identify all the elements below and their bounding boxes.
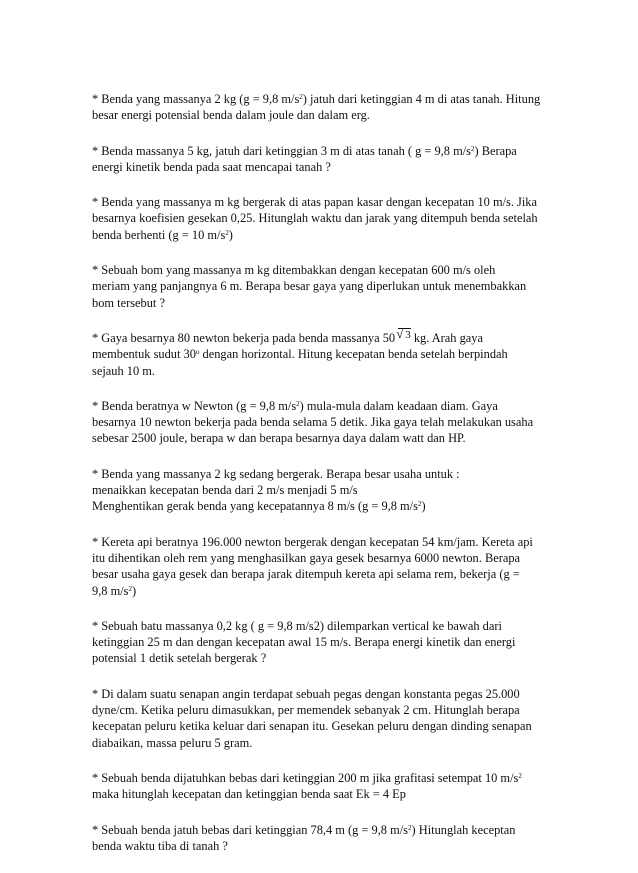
problem-line bbox=[92, 363, 562, 379]
line-text: ) Hitunglah keceptan bbox=[411, 822, 516, 837]
problem-line bbox=[92, 466, 562, 482]
line-text: ) bbox=[228, 227, 233, 242]
problem-line bbox=[92, 482, 562, 498]
superscript: 2 bbox=[296, 400, 300, 409]
problem-item bbox=[92, 194, 562, 243]
problem-line bbox=[92, 498, 562, 514]
problem-line bbox=[92, 702, 562, 718]
problem-line bbox=[92, 583, 562, 599]
line-text: ) Berapa bbox=[474, 143, 517, 158]
problem-line bbox=[92, 398, 562, 414]
problem-item bbox=[92, 398, 562, 447]
problem-item bbox=[92, 618, 562, 667]
line-text: * Benda yang massanya 2 kg sedang bergerak. Berapa besar usaha untuk : bbox=[92, 466, 460, 481]
problem-line bbox=[92, 227, 562, 243]
line-text: maka hitunglah kecepatan dan ketinggian benda saat Ek = 4 Ep bbox=[92, 787, 406, 802]
line-text: besar energi potensial benda dalam joule dan dalam erg. bbox=[92, 108, 370, 123]
line-text: meriam yang panjangnya 6 m. Berapa besar gaya yang diperlukan untuk menembakkan bbox=[92, 279, 527, 294]
problem-line bbox=[92, 107, 562, 123]
superscript: 2 bbox=[128, 584, 132, 593]
problem-line bbox=[92, 262, 562, 278]
line-text: * Benda massanya 5 kg, jatuh dari ketinggian 3 m di atas tanah ( g = 9,8 m/s bbox=[92, 143, 471, 158]
problem-line bbox=[92, 330, 562, 346]
superscript: 2 bbox=[299, 93, 303, 102]
line-text: * Gaya besarnya 80 newton bekerja pada benda massanya 50 bbox=[92, 330, 399, 345]
problem-line bbox=[92, 295, 562, 311]
line-text: ketinggian 25 m dan dengan kecepatan awal 15 m/s. Berapa energi kinetik dan energi bbox=[92, 635, 516, 650]
line-text: sejauh 10 m. bbox=[92, 363, 155, 378]
problem-line bbox=[92, 718, 562, 734]
line-text: benda berhenti (g = 10 m/s bbox=[92, 227, 226, 242]
problem-line bbox=[92, 534, 562, 550]
problem-line bbox=[92, 770, 562, 786]
line-text: bom tersebut ? bbox=[92, 295, 165, 310]
line-text: membentuk sudut 30 bbox=[92, 347, 196, 362]
line-text: * Sebuah benda jatuh bebas dari ketinggian 78,4 m (g = 9,8 m/s bbox=[92, 822, 409, 837]
line-text: * Benda yang massanya m kg bergerak di atas papan kasar dengan kecepatan 10 m/s. Jika bbox=[92, 195, 537, 210]
line-text: dyne/cm. Ketika peluru dimasukkan, per memendek sebanyak 2 cm. Hitunglah berapa bbox=[92, 703, 520, 718]
problem-item bbox=[92, 534, 562, 599]
line-text: dengan horizontal. Hitung kecepatan benda setelah berpindah bbox=[199, 347, 508, 362]
problem-line bbox=[92, 786, 562, 802]
problem-line bbox=[92, 566, 562, 582]
problem-item bbox=[92, 770, 562, 803]
problem-line bbox=[92, 650, 562, 666]
superscript: 2 bbox=[417, 500, 422, 509]
line-text: energi kinetik benda pada saat mencapai tanah ? bbox=[92, 159, 331, 174]
problem-line bbox=[92, 618, 562, 634]
square-root-symbol: √ 3 bbox=[398, 328, 411, 342]
problem-line bbox=[92, 838, 562, 854]
line-text: itu dihentikan oleh rem yang menghasilkan gaya gesek besarnya 6000 newton. Berapa bbox=[92, 550, 521, 565]
problem-item bbox=[92, 686, 562, 751]
superscript: 2 bbox=[225, 228, 229, 237]
problem-line bbox=[92, 735, 562, 751]
line-text: 9,8 m/s bbox=[92, 583, 129, 598]
line-text: * Kereta api beratnya 196.000 newton bergerak dengan kecepatan 54 km/jam. Kereta api bbox=[92, 534, 533, 549]
line-text: menaikkan kecepatan benda dari 2 m/s menjadi 5 m/s bbox=[92, 483, 358, 498]
line-text: kecepatan peluru ketika keluar dari senapan itu. Gesekan peluru dengan dinding senapan bbox=[92, 719, 532, 734]
line-text: ) mula-mula dalam keadaan diam. Gaya bbox=[299, 398, 498, 413]
line-text: * Sebuah benda dijatuhkan bebas dari ketinggian 200 m jika grafitasi setempat 10 m/s bbox=[92, 770, 519, 785]
problem-line bbox=[92, 414, 562, 430]
line-text: * Di dalam suatu senapan angin terdapat sebuah pegas dengan konstanta pegas 25.000 bbox=[92, 686, 520, 701]
line-text: * Sebuah batu massanya 0,2 kg ( g = 9,8 m/s2) dilemparkan vertical ke bawah dari bbox=[92, 618, 502, 633]
problem-line bbox=[92, 143, 562, 159]
problem-line bbox=[92, 686, 562, 702]
problem-item bbox=[92, 91, 562, 124]
superscript: 2 bbox=[408, 823, 412, 832]
line-text: besarnya 10 newton bekerja pada benda selama 5 detik. Jika gaya telah melakukan usaha bbox=[92, 415, 534, 430]
line-text: * Sebuah bom yang massanya m kg ditembakkan dengan kecepatan 600 m/s oleh bbox=[92, 263, 496, 278]
superscript: 2 bbox=[470, 144, 475, 153]
line-text: ) bbox=[421, 499, 426, 514]
problem-line bbox=[92, 346, 562, 362]
line-text: besar usaha gaya gesek dan berapa jarak ditempuh kereta api selama rem, bekerja (g = bbox=[92, 567, 520, 582]
problem-line bbox=[92, 278, 562, 294]
line-text: besarnya koefisien gesekan 0,25. Hitunglah waktu dan jarak yang ditempuh benda setelah bbox=[92, 211, 538, 226]
superscript: 2 bbox=[518, 772, 522, 781]
problem-item bbox=[92, 262, 562, 311]
problem-line bbox=[92, 91, 562, 107]
line-text: diabaikan, massa peluru 5 gram. bbox=[92, 735, 253, 750]
line-text: sebesar 2500 joule, berapa w dan berapa besarnya daya dalam watt dan HP. bbox=[92, 431, 466, 446]
problem-item bbox=[92, 330, 562, 379]
problem-line bbox=[92, 210, 562, 226]
superscript: o bbox=[195, 348, 200, 357]
problem-item bbox=[92, 143, 562, 176]
problem-item bbox=[92, 822, 562, 855]
problem-line bbox=[92, 634, 562, 650]
line-text: ) bbox=[132, 583, 137, 598]
line-text: * Benda yang massanya 2 kg (g = 9,8 m/s bbox=[92, 92, 300, 106]
line-text: potensial 1 detik setelah bergerak ? bbox=[92, 651, 267, 666]
line-text: Menghentikan gerak benda yang kecepatannya 8 m/s (g = 9,8 m/s bbox=[92, 499, 418, 514]
problem-line bbox=[92, 194, 562, 210]
problem-line bbox=[92, 430, 562, 446]
line-text: * Benda beratnya w Newton (g = 9,8 m/s bbox=[92, 398, 297, 413]
problem-line bbox=[92, 159, 562, 175]
line-text: benda waktu tiba di tanah ? bbox=[92, 838, 228, 853]
problem-list bbox=[92, 91, 562, 873]
problem-line bbox=[92, 550, 562, 566]
line-text: kg. Arah gaya bbox=[410, 330, 483, 345]
problem-line bbox=[92, 822, 562, 838]
problem-item bbox=[92, 466, 562, 515]
line-text: ) jatuh dari ketinggian 4 m di atas tanah. Hitung bbox=[302, 92, 541, 106]
